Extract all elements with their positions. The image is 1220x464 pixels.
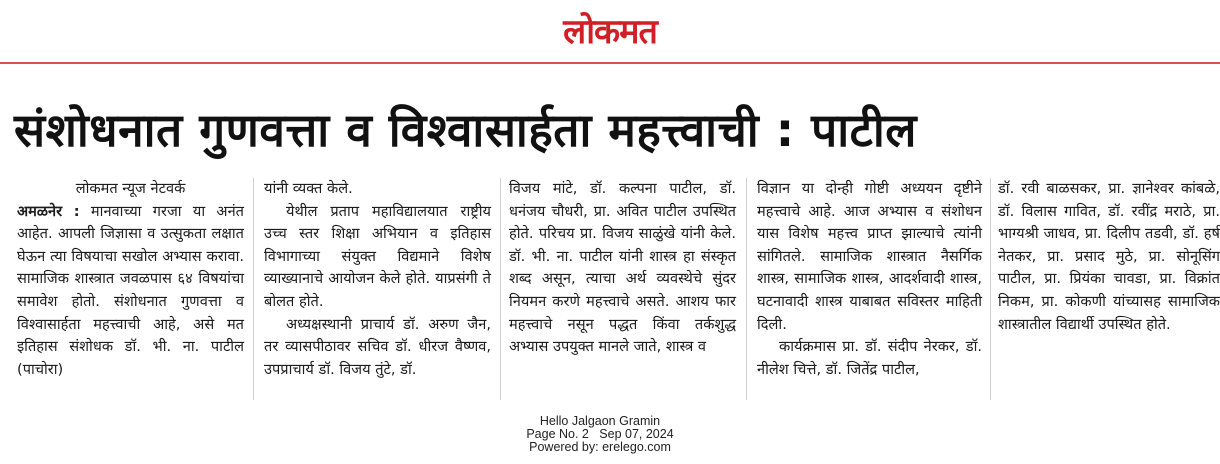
article-column-4 — [757, 178, 982, 381]
paragraph: विजय मांटे, डॉ. कल्पना पाटील, डॉ. धनंजय चौधरी, प्रा. अवित पाटील उपस्थित होते. परिचय प्रा. विजय साळुंखे यांनी केले. डॉ. भी. ना. पाटील यांनी शास्त्र हा संस्कृत शब्द असून, त्याचा अर्थ व्यवस्थेचे सुंदर नियमन करणे महत्त्वाचे असते. आशय फार महत्त्वाचे नसून पद्धत किंवा तर्कशुद्ध अभ्यास उपयुक्त मानले जाते, शास्त्र व — [509, 180, 736, 356]
masthead — [0, 0, 1220, 62]
header-divider — [0, 62, 1220, 64]
article-column-5 — [998, 178, 1220, 336]
paragraph: डॉ. रवी बाळसकर, प्रा. ज्ञानेश्वर कांबळे, डॉ. विलास गावित, डॉ. रवींद्र मराठे, प्रा. भाग्यश्री जाधव, प्रा. दिलीप तडवी, डॉ. हर्ष नेतकर, प्रा. प्रसाद मुठे, प्रा. सोनूसिंग पाटील, प्रा. प्रियंका चावडा, प्रा. विक्रांत निकम, प्रा. कोकणी यांच्यासह सामाजिक शास्त्रातील विद्यार्थी उपस्थित होते. — [998, 180, 1220, 333]
newspaper-logo: लोकमत — [563, 12, 657, 52]
paragraph: अध्यक्षस्थानी प्राचार्य डॉ. अरुण जैन, तर व्यासपीठावर सचिव डॉ. धीरज वैष्णव, उपप्राचार्य डॉ. विजय तुंटे, डॉ. — [264, 315, 491, 378]
page-number-date: Page No. 2 Sep 07, 2024 — [526, 427, 674, 441]
article-byline: लोकमत न्यूज नेटवर्क — [75, 180, 186, 197]
paragraph: विज्ञान या दोन्ही गोष्टी अध्ययन दृष्टीने महत्त्वाचे आहे. आज अभ्यास व संशोधन यास विशेष महत्त्व प्राप्त झाल्याचे त्यांनी सांगितले. सामाजिक शास्त्रात नैसर्गिक शास्त्र, सामाजिक शास्त्र, आदर्शवादी शास्त्र, घटनावादी शास्त्र याबाबत सविस्तर माहिती दिली. — [757, 180, 982, 333]
article-column-3 — [509, 178, 736, 359]
powered-by: Powered by: erelego.com — [529, 440, 671, 454]
article-headline: संशोधनात गुणवत्ता व विश्वासार्हता महत्त्वाची : पाटील — [14, 103, 917, 157]
paragraph: कार्यक्रमास प्रा. डॉ. संदीप नेरकर, डॉ. नीलेश चित्ते, डॉ. जितेंद्र पाटील, — [757, 338, 982, 378]
paragraph: येथील प्रताप महाविद्यालयात राष्ट्रीय उच्च स्तर शिक्षा अभियान व इतिहास विभागाच्या संयुक्त विद्यमाने विशेष व्याख्यानाचे आयोजन केले होते. याप्रसंगी ते बोलत होते. — [264, 202, 491, 310]
page-footer — [470, 415, 730, 454]
article-lead-paragraph — [17, 201, 244, 382]
edition-name: Hello Jalgaon Gramin — [539, 414, 661, 428]
column-divider — [990, 178, 991, 400]
article-column-2 — [264, 178, 491, 381]
dateline-place: अमळनेर : — [17, 202, 80, 220]
column-divider — [253, 178, 254, 400]
lead-text: मानवाच्या गरजा या अनंत आहेत. आपली जिज्ञासा व उत्सुकता लक्षात घेऊन त्या विषयाचा सखोल अभ्यास करावा. सामाजिक शास्त्रात जवळपास ६४ विषयांचा समावेश होतो. संशोधनात गुणवत्ता व विश्वासार्हता महत्त्वाची आहे, असे मत इतिहास संशोधक डॉ. भी. ना. पाटील (पाचोरा) — [17, 202, 244, 378]
article-column-1 — [17, 178, 244, 381]
column-divider — [500, 178, 501, 400]
column-divider — [746, 178, 747, 400]
paragraph: यांनी व्यक्त केले. — [264, 180, 353, 197]
